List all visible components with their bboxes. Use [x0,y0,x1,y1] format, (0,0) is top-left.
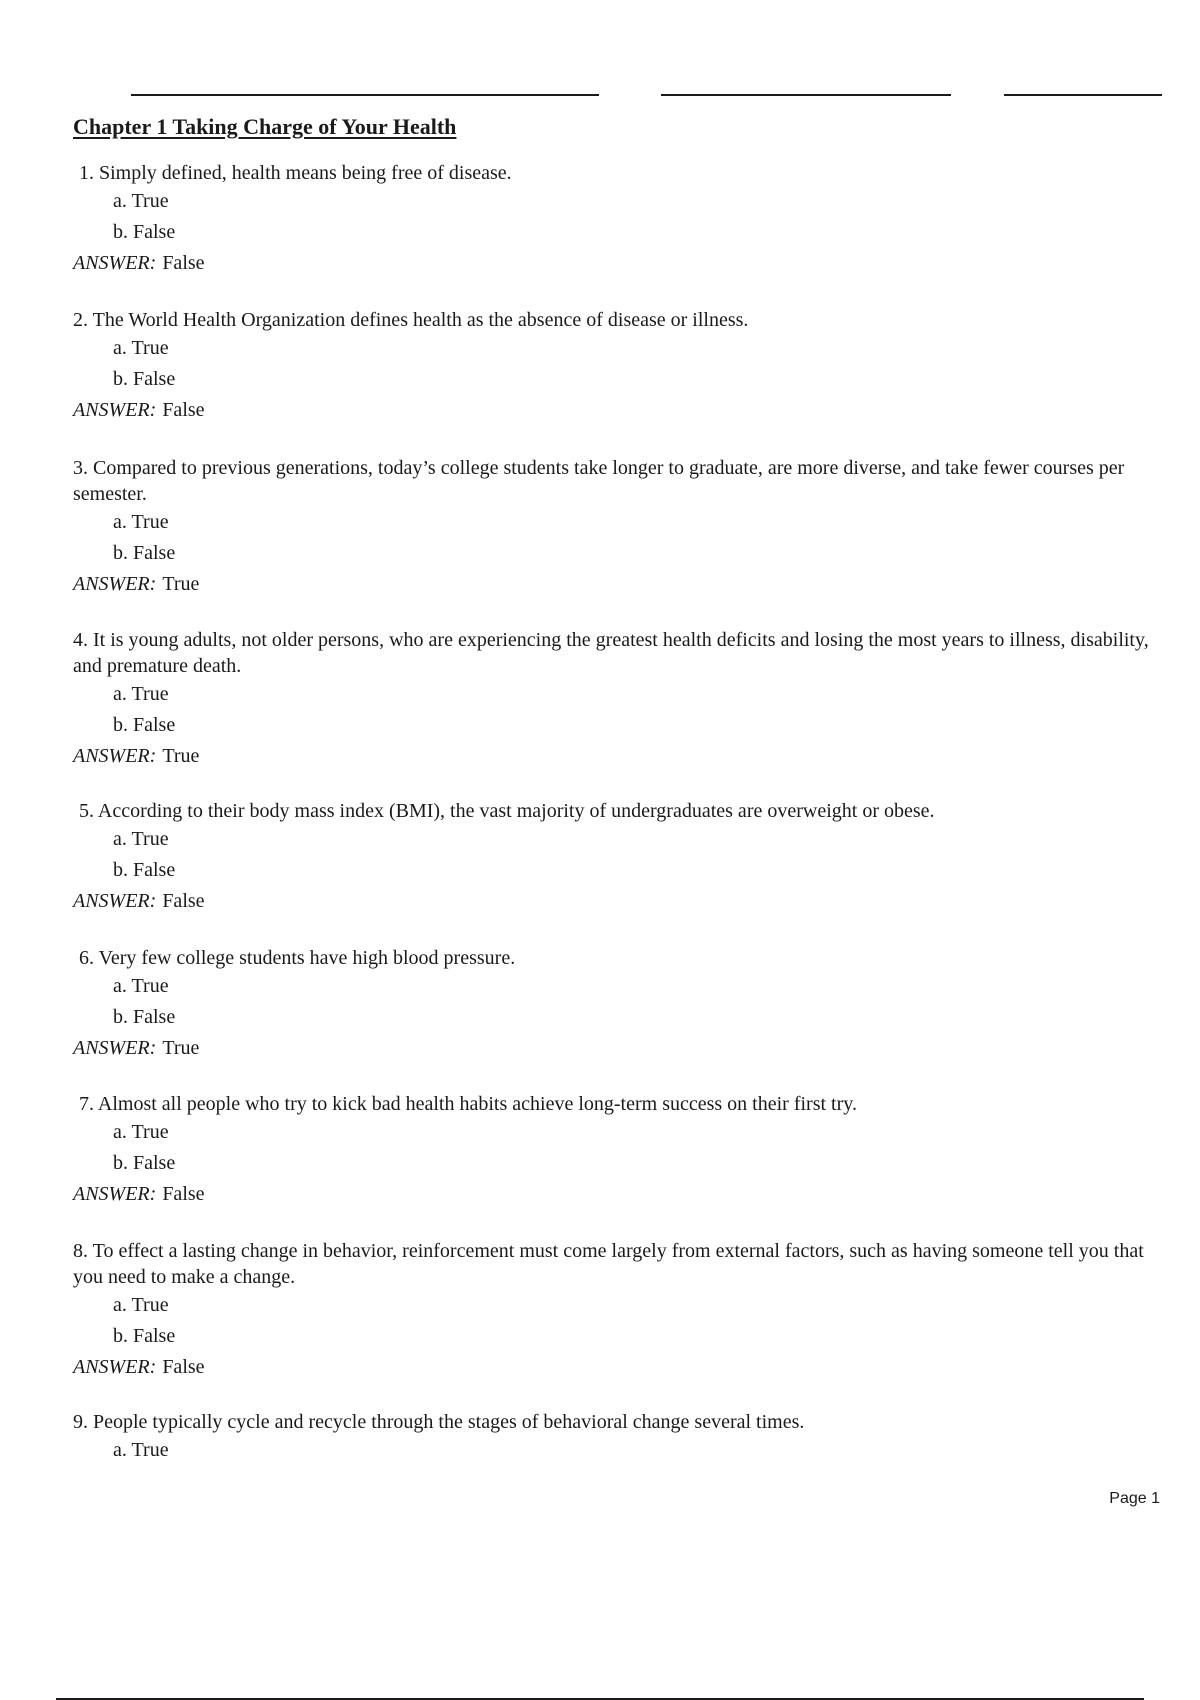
answer-label: ANSWER: [73,573,157,595]
question-7 [73,1091,1173,1210]
answer-line [73,248,1173,279]
answer-value: False [162,252,205,274]
question-stem: 1. Simply defined, health means being free of disease. [79,162,512,184]
question-4 [73,627,1173,772]
option-true: a. True [113,190,169,212]
option-true: a. True [113,1294,169,1316]
answer-label: ANSWER: [73,252,157,274]
option-true: a. True [113,337,169,359]
answer-line [73,886,1173,917]
option-true: a. True [113,828,169,850]
question-stem: 8. To effect a lasting change in behavior, reinforcement must come largely from external factors, such as having someone tell you that you need to make a change. [73,1240,1144,1288]
answer-line [73,395,1173,426]
option-true: a. True [113,1439,169,1461]
answer-label: ANSWER: [73,745,157,767]
question-9 [73,1409,1173,1466]
option-false: b. False [113,1006,176,1028]
answer-line [73,1352,1173,1383]
option-false: b. False [113,1152,176,1174]
answer-line [73,1033,1173,1064]
question-stem: 2. The World Health Organization defines health as the absence of disease or illness. [73,309,749,331]
question-5 [73,798,1173,917]
option-false: b. False [113,1325,176,1347]
answer-value: True [162,745,200,767]
option-true: a. True [113,683,169,705]
answer-label: ANSWER: [73,1356,157,1378]
question-2 [73,307,1173,426]
answer-label: ANSWER: [73,890,157,912]
option-true: a. True [113,975,169,997]
header-blank-line-date [1004,94,1162,96]
question-8 [73,1238,1173,1383]
answer-value: False [162,399,205,421]
option-true: a. True [113,1121,169,1143]
answer-value: True [162,1037,200,1059]
answer-label: ANSWER: [73,1037,157,1059]
answer-line [73,569,1173,600]
option-true: a. True [113,511,169,533]
option-false: b. False [113,714,176,736]
question-stem: 3. Compared to previous generations, today’s college students take longer to graduate, are more diverse, and take fewer courses per semester. [73,457,1125,505]
answer-value: False [162,1183,205,1205]
answer-value: False [162,890,205,912]
answer-label: ANSWER: [73,399,157,421]
answer-value: True [162,573,200,595]
answer-label: ANSWER: [73,1183,157,1205]
option-false: b. False [113,859,176,881]
question-3 [73,455,1173,600]
question-stem: 4. It is young adults, not older persons, who are experiencing the greatest health deficits and losing the most years to illness, disability, and premature death. [73,629,1149,677]
option-false: b. False [113,542,176,564]
page-number: Page 1 [1109,1490,1160,1507]
option-false: b. False [113,221,176,243]
answer-line [73,1179,1173,1210]
header-blank-line-class [661,94,951,96]
header-blank-line-name [131,94,599,96]
question-6 [73,945,1173,1064]
question-stem: 9. People typically cycle and recycle through the stages of behavioral change several times. [73,1411,805,1433]
option-false: b. False [113,368,176,390]
question-stem: 5. According to their body mass index (BMI), the vast majority of undergraduates are overweight or obese. [79,800,935,822]
question-stem: 6. Very few college students have high blood pressure. [79,947,516,969]
answer-line [73,741,1173,772]
question-1 [73,160,1173,279]
answer-value: False [162,1356,205,1378]
chapter-title: Chapter 1 Taking Charge of Your Health [73,114,457,139]
question-stem: 7. Almost all people who try to kick bad health habits achieve long-term success on their first try. [79,1093,857,1115]
